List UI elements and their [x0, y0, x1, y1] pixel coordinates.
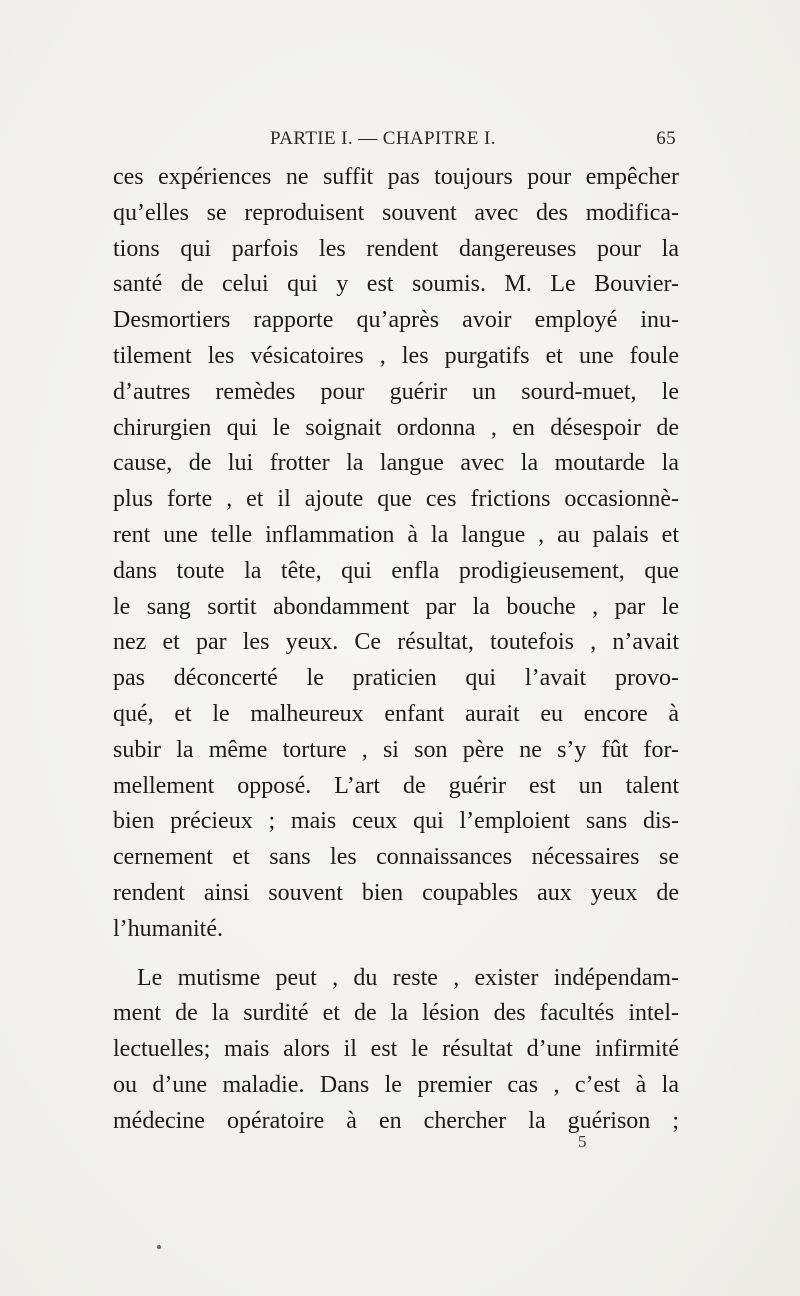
- text-line: qué, et le malheureux enfant aurait eu encore à: [113, 700, 679, 727]
- body-text: [113, 160, 679, 1140]
- text-line: ou d’une maladie. Dans le premier cas , c’est à la: [113, 1071, 679, 1098]
- text-line: chirurgien qui le soignait ordonna , en désespoir de: [113, 414, 679, 441]
- text-line: d’autres remèdes pour guérir un sourd-muet, le: [113, 378, 679, 405]
- text-line: l’humanité.: [113, 915, 223, 942]
- text-line: tilement les vésicatoires , les purgatifs et une foule: [113, 342, 679, 369]
- text-line: qu’elles se reproduisent souvent avec des modifica-: [113, 199, 679, 226]
- text-line: mellement opposé. L’art de guérir est un talent: [113, 772, 679, 799]
- text-line: le sang sortit abondamment par la bouche , par le: [113, 593, 679, 620]
- running-header: [270, 128, 680, 154]
- text-line: ces expériences ne suffit pas toujours pour empêcher: [113, 164, 679, 190]
- text-line: santé de celui qui y est soumis. M. Le Bouvier-: [113, 271, 679, 298]
- text-line: plus forte , et il ajoute que ces frictions occasionnè-: [113, 486, 679, 513]
- text-line: rendent ainsi souvent bien coupables aux yeux de: [113, 879, 679, 906]
- text-line: dans toute la tête, qui enfla prodigieusement, que: [113, 557, 679, 584]
- paragraph-spacer: [113, 948, 679, 961]
- text-line: nez et par les yeux. Ce résultat, toutefois , n’avait: [113, 629, 679, 656]
- paper-speck: [157, 1245, 161, 1249]
- signature-mark: 5: [578, 1132, 587, 1151]
- running-title: PARTIE I. — CHAPITRE I.: [270, 128, 496, 149]
- paragraph-2: [113, 961, 679, 1140]
- text-line: Le mutisme peut , du reste , exister indépendam-: [137, 964, 679, 991]
- text-line: cause, de lui frotter la langue avec la moutarde la: [113, 450, 679, 477]
- text-line: subir la même torture , si son père ne s’y fût for-: [113, 736, 679, 763]
- text-line: bien précieux ; mais ceux qui l’emploient sans dis-: [113, 808, 679, 835]
- paragraph-1: [113, 160, 679, 948]
- text-line: pas déconcerté le praticien qui l’avait provo-: [113, 665, 679, 692]
- text-line: médecine opératoire à en chercher la guérison ;: [113, 1107, 679, 1134]
- text-line: Desmortiers rapporte qu’après avoir employé inu-: [113, 307, 679, 334]
- text-line: ment de la surdité et de la lésion des facultés intel-: [113, 1000, 679, 1027]
- text-line: lectuelles; mais alors il est le résultat d’une infirmité: [113, 1036, 679, 1063]
- text-line: cernement et sans les connaissances nécessaires se: [113, 844, 679, 871]
- text-line: rent une telle inflammation à la langue , au palais et: [113, 521, 679, 548]
- text-line: tions qui parfois les rendent dangereuses pour la: [113, 235, 679, 262]
- page-number: 65: [656, 128, 676, 149]
